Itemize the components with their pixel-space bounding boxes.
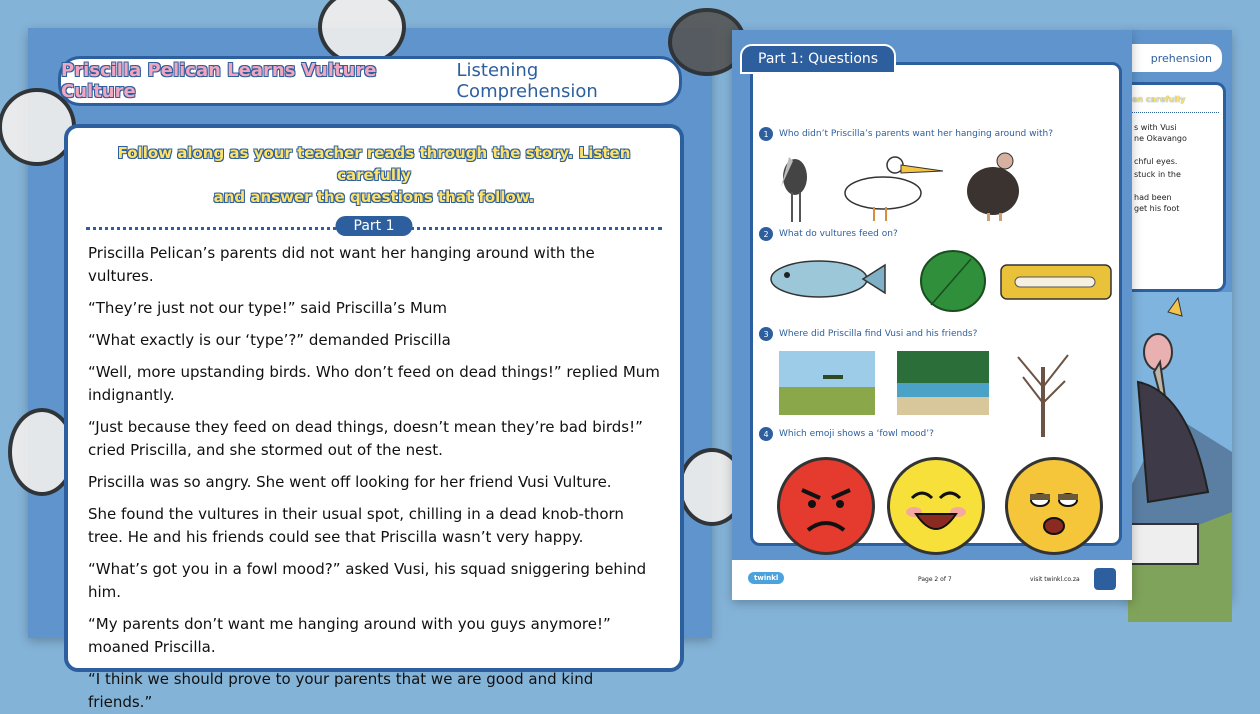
angry-emoji <box>777 457 875 555</box>
page-number: Page 2 of 7 <box>918 576 952 583</box>
instructions-line-1: Follow along as your teacher reads through the story. Listen carefully <box>117 144 631 184</box>
story-paragraph: She found the vultures in their usual spot, chilling in a dead knob-thorn tree. He and his friends could see that Priscilla wasn’t very happy. <box>88 505 624 546</box>
questions-page <box>732 30 1132 600</box>
story-paragraph: “Just because they feed on dead things, doesn’t mean they’re bad birds!” cried Priscilla, and she stormed out of the nest. <box>88 418 643 459</box>
story-paragraph: “Well, more upstanding birds. Who don’t feed on dead things!” replied Mum indignantly. <box>88 363 660 404</box>
instructions <box>88 142 660 208</box>
tropical-beach-image <box>897 351 989 415</box>
dead-tree-image <box>1018 355 1068 437</box>
question-number: 1 <box>759 127 773 141</box>
back-page-snippet: s with Vusi <box>1134 123 1177 132</box>
story-text <box>68 242 680 714</box>
questions-card <box>750 62 1122 546</box>
question-number: 3 <box>759 327 773 341</box>
resource-type: Listening Comprehension <box>456 60 598 102</box>
question-text: Who didn’t Priscilla’s parents want her hanging around with? <box>779 129 1053 139</box>
twinkl-badge-icon <box>1094 568 1116 590</box>
story-paragraph: “My parents don’t want me hanging around with you guys anymore!” moaned Priscilla. <box>88 615 611 656</box>
story-paragraph: Priscilla Pelican’s parents did not want her hanging around with the vultures. <box>88 244 595 285</box>
leaf-image <box>921 251 985 311</box>
story-paragraph: “What exactly is our ‘type’?” demanded Priscilla <box>88 331 451 349</box>
back-page-card <box>1128 82 1226 292</box>
fish-image <box>771 261 885 297</box>
page-footer <box>732 560 1132 600</box>
back-page-tab <box>1118 44 1222 72</box>
twinkl-logo: twinkl <box>748 572 784 584</box>
question-1 <box>759 127 1053 141</box>
bones-image <box>1001 265 1111 299</box>
marabou-stork-illustration <box>1128 292 1232 622</box>
part-1-questions-tab: Part 1: Questions <box>740 44 896 74</box>
dotted-line <box>1132 112 1219 113</box>
story-paragraph: “What’s got you in a fowl mood?” asked Vusi, his squad sniggering behind him. <box>88 560 647 601</box>
back-page-snippet: chful eyes. <box>1134 157 1178 166</box>
instructions-line-2: and answer the questions that follow. <box>213 188 535 206</box>
back-page-heading: en carefully <box>1132 95 1186 104</box>
question-number: 4 <box>759 427 773 441</box>
happy-face-icon <box>890 460 982 552</box>
title-bar <box>58 56 682 106</box>
back-page <box>1128 30 1232 600</box>
question-text: Where did Priscilla find Vusi and his friends? <box>779 329 978 339</box>
tired-face-icon <box>1008 460 1100 552</box>
question-2 <box>759 227 898 241</box>
question-text: What do vultures feed on? <box>779 229 898 239</box>
happy-emoji <box>887 457 985 555</box>
q1-images <box>753 147 1113 227</box>
part-divider <box>86 218 662 238</box>
footer-url: visit twinkl.co.za <box>1030 576 1080 583</box>
story-paragraph: “I think we should prove to your parents that we are good and kind friends.” <box>88 670 594 711</box>
question-4 <box>759 427 934 441</box>
question-text: Which emoji shows a ‘fowl mood’? <box>779 429 934 439</box>
back-page-snippet: ne Okavango <box>1134 134 1187 143</box>
story-title: Priscilla Pelican Learns Vulture Culture <box>61 60 377 102</box>
story-paragraph: “They’re just not our type!” said Priscilla’s Mum <box>88 299 448 317</box>
question-3 <box>759 327 977 341</box>
back-page-snippet: stuck in the <box>1134 170 1181 179</box>
vulture-image <box>967 153 1019 221</box>
question-number: 2 <box>759 227 773 241</box>
angry-face-icon <box>780 460 872 552</box>
q2-images <box>753 245 1113 325</box>
back-page-snippet: get his foot <box>1134 204 1180 213</box>
back-page-tab-text: prehension <box>1150 51 1212 65</box>
part-label: Part 1 <box>336 216 413 236</box>
story-page <box>28 28 712 711</box>
pelican-image <box>845 157 943 221</box>
story-paragraph: Priscilla was so angry. She went off looking for her friend Vusi Vulture. <box>88 473 612 491</box>
stork-image <box>781 157 807 222</box>
back-page-snippet: had been <box>1134 193 1172 202</box>
savanna-image <box>779 351 875 415</box>
tired-emoji <box>1005 457 1103 555</box>
story-card <box>64 124 684 711</box>
